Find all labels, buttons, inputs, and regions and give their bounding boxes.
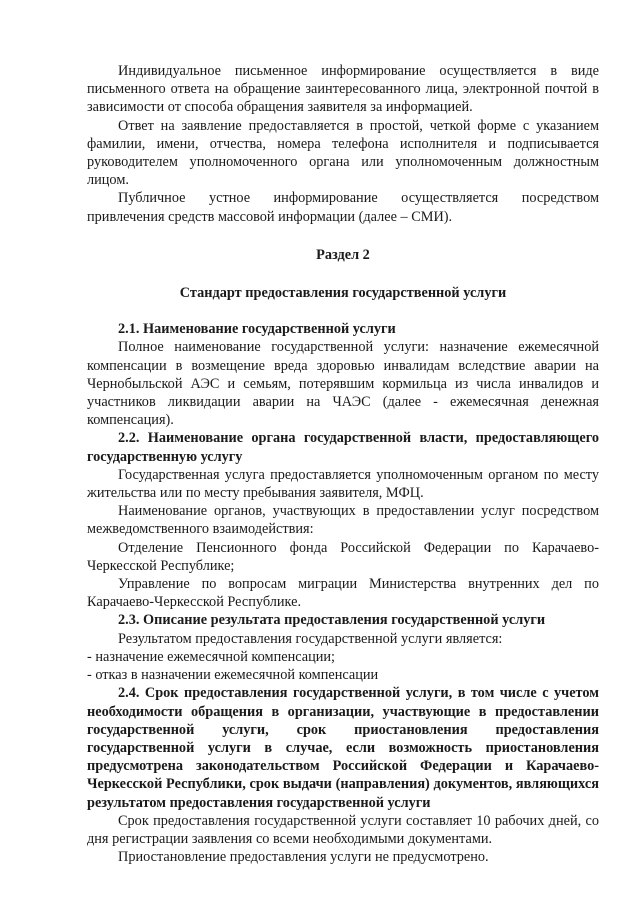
paragraph-2-3-result: Результатом предоставления государственной услуги является:: [118, 630, 503, 647]
document-page: [87, 62, 599, 866]
heading-2-4: 2.4. Срок предоставления государственной услуги, в том числе с учетом необходимости обращения в организации, участвующие в предоставлении государственной услуги, срок приостановления предоставления государственной услуги в случае, если возможность приостановления предусмотрена законодательством Российской Федерации и Карачаево-Черкесской Республики, срок выдачи (направления) документов, являющихся результатом предоставления государственной услуги: [87, 685, 599, 811]
intro-paragraph-written: Индивидуальное письменное информирование осуществляется в виде письменного ответа на обращение заинтересованного лица, электронной почтой в зависимости от способа обращения заявителя за информацией.: [87, 63, 599, 116]
paragraph-2-4-suspension: Приостановление предоставления услуги не предусмотрено.: [118, 849, 489, 866]
paragraph-2-4-term: Срок предоставления государственной услуги составляет 10 рабочих дней, со дня регистрации заявления со всеми необходимыми документами.: [87, 812, 599, 847]
heading-2-2: 2.2. Наименование органа государственной власти, предоставляющего государственную услугу: [87, 430, 599, 465]
heading-2-1: 2.1. Наименование государственной услуги: [118, 321, 396, 338]
heading-2-3: 2.3. Описание результата предоставления государственной услуги: [118, 612, 546, 629]
intro-paragraph-answer: Ответ на заявление предоставляется в простой, четкой форме с указанием фамилии, имени, отчества, номера телефона исполнителя и подписывается руководителем уполномоченного органа или уполномоченным должностным лицом.: [87, 117, 599, 189]
paragraph-2-2-agencies: Наименование органов, участвующих в предоставлении услуг посредством межведомственного взаимодействия:: [87, 503, 599, 538]
section-subtitle: Стандарт предоставления государственной услуги: [179, 285, 507, 302]
list-item-refusal: - отказ в назначении ежемесячной компенсации: [87, 667, 379, 684]
paragraph-2-1: Полное наименование государственной услуги: назначение ежемесячной компенсации в возмещение вреда здоровью инвалидам вследствие аварии на Чернобыльской АЭС и семьям, потерявшим кормильца из числа инвалидов и участников ликвидации аварии на ЧАЭС (далее - ежемесячная денежная компенсация).: [87, 339, 599, 429]
paragraph-2-2-pension-fund: Отделение Пенсионного фонда Российской Федерации по Карачаево-Черкесской Республике;: [87, 539, 599, 574]
intro-paragraph-public: Публичное устное информирование осуществляется посредством привлечения средств массовой информации (далее – СМИ).: [87, 190, 599, 225]
paragraph-2-2-migration: Управление по вопросам миграции Министерства внутренних дел по Карачаево-Черкесской Республике.: [87, 576, 599, 611]
paragraph-2-2-provider: Государственная услуга предоставляется уполномоченным органом по месту жительства или по месту пребывания заявителя, МФЦ.: [87, 466, 599, 502]
list-item-assignment: - назначение ежемесячной компенсации;: [87, 648, 336, 665]
section-title: Раздел 2: [316, 246, 370, 263]
